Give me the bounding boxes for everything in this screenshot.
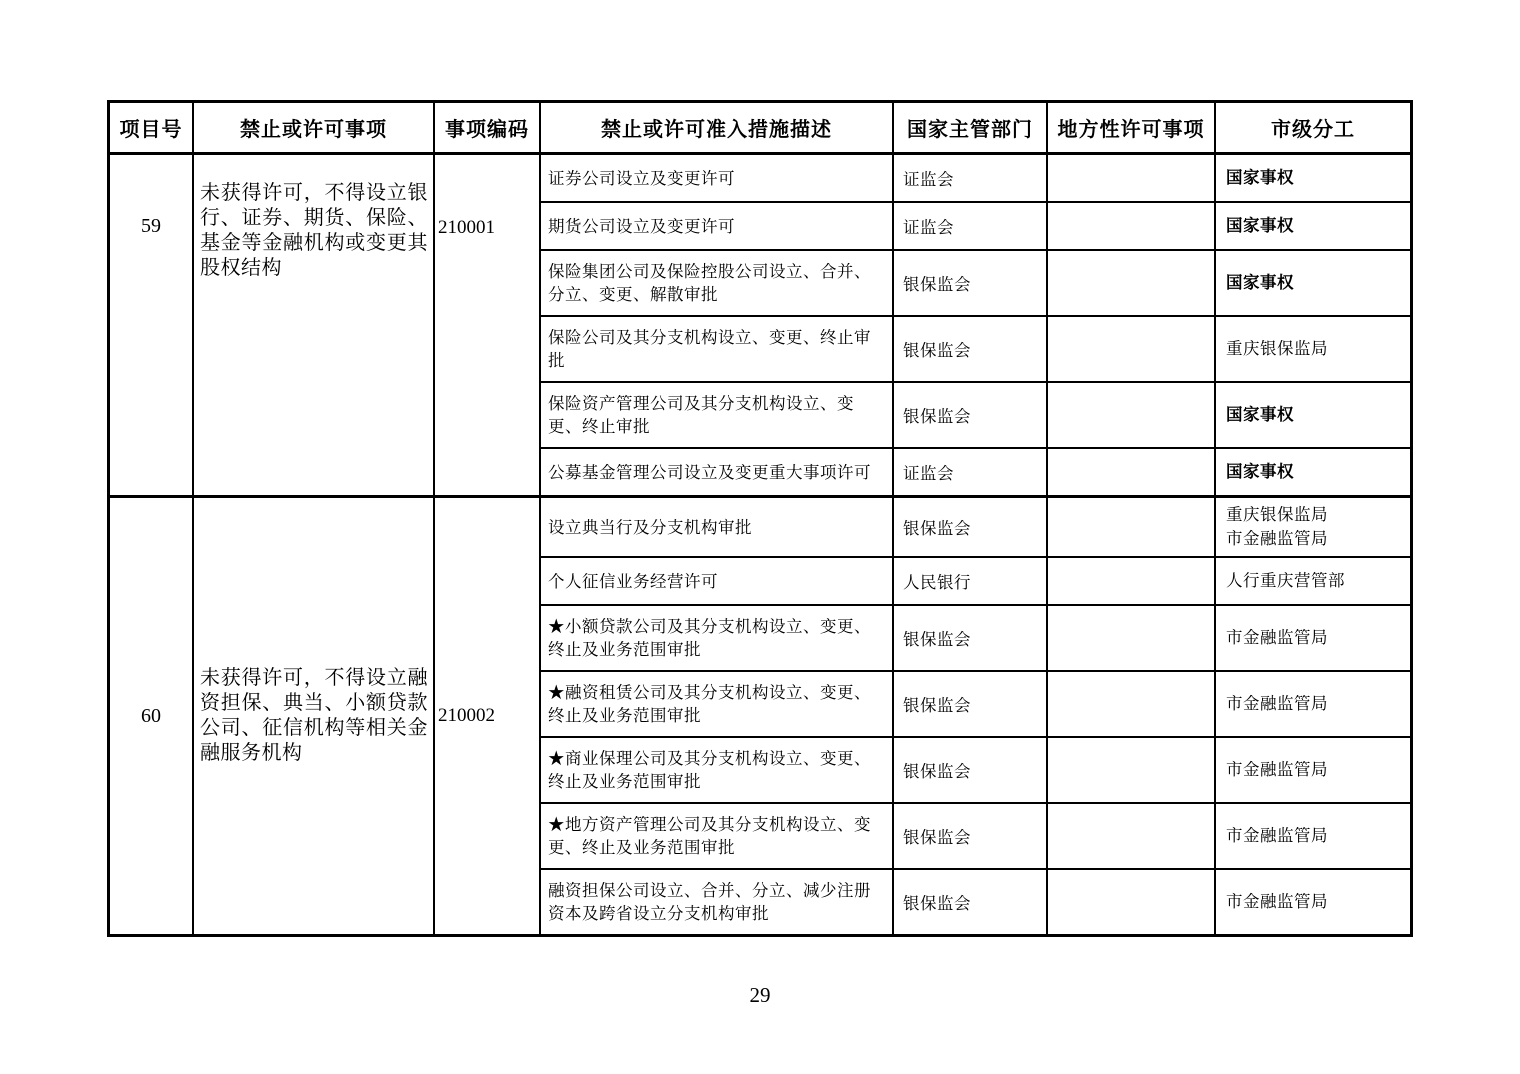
city-division-line: 市金融监管局 — [1226, 760, 1328, 779]
measure-desc-cell — [541, 203, 894, 249]
city-division-cell — [1216, 738, 1410, 802]
city-division — [1226, 214, 1294, 238]
item-matter: 未获得许可，不得设立融资担保、典当、小额贷款公司、征信机构等相关金融服务机构 — [200, 667, 428, 764]
measure-desc-cell — [541, 804, 894, 868]
item-number-cell — [110, 498, 194, 934]
measure-row — [541, 449, 1410, 495]
measure-desc: 保险公司及其分支机构设立、变更、终止审批 — [548, 328, 871, 370]
local-permission-cell — [1048, 558, 1216, 604]
measure-desc: 个人征信业务经营许可 — [548, 571, 718, 591]
city-division-line: 国家事权 — [1226, 168, 1294, 187]
national-dept: 银保监会 — [903, 696, 971, 715]
national-dept: 银保监会 — [903, 407, 971, 426]
measure-desc: ★地方资产管理公司及其分支机构设立、变更、终止及业务范围审批 — [548, 815, 871, 857]
header-city: 市级分工 — [1271, 119, 1355, 141]
national-dept-cell — [894, 449, 1048, 495]
measure-desc: ★融资租赁公司及其分支机构设立、变更、终止及业务范围审批 — [548, 683, 871, 725]
city-division — [1226, 569, 1345, 593]
national-dept: 银保监会 — [903, 275, 971, 294]
city-division-cell — [1216, 498, 1410, 556]
header-desc: 禁止或许可准入措施描述 — [541, 103, 894, 152]
national-dept: 人民银行 — [903, 573, 971, 592]
city-division-cell — [1216, 383, 1410, 447]
national-dept-cell — [894, 672, 1048, 736]
measure-desc-cell — [541, 383, 894, 447]
item-number-cell — [110, 155, 194, 495]
city-division — [1226, 166, 1294, 190]
national-dept-cell — [894, 383, 1048, 447]
local-permission-cell — [1048, 804, 1216, 868]
city-division-cell — [1216, 317, 1410, 381]
measure-desc: 期货公司设立及变更许可 — [548, 216, 735, 236]
city-division-cell — [1216, 251, 1410, 315]
city-division — [1226, 758, 1328, 782]
measure-desc-cell — [541, 558, 894, 604]
measure-desc: 公募基金管理公司设立及变更重大事项许可 — [548, 462, 871, 482]
measure-desc: ★商业保理公司及其分支机构设立、变更、终止及业务范围审批 — [548, 749, 871, 791]
item-code: 210002 — [438, 705, 495, 726]
local-permission-cell — [1048, 203, 1216, 249]
measure-desc: 保险集团公司及保险控股公司设立、合并、分立、变更、解散审批 — [548, 262, 871, 304]
measure-row — [541, 738, 1410, 804]
national-dept-cell — [894, 606, 1048, 670]
measure-row — [541, 558, 1410, 606]
national-dept-cell — [894, 804, 1048, 868]
city-division-line: 市金融监管局 — [1226, 826, 1328, 845]
city-division — [1226, 824, 1328, 848]
city-division — [1226, 503, 1328, 551]
item-number: 59 — [141, 215, 161, 237]
item-number: 60 — [141, 704, 161, 727]
city-division-line: 重庆银保监局 — [1226, 339, 1328, 358]
city-division-line: 市金融监管局 — [1226, 529, 1328, 548]
header-dept: 国家主管部门 — [894, 103, 1048, 152]
measure-rows — [541, 155, 1410, 495]
national-dept-cell — [894, 155, 1048, 201]
local-permission-cell — [1048, 317, 1216, 381]
item-code-cell — [435, 155, 541, 495]
city-division-line: 市金融监管局 — [1226, 694, 1328, 713]
local-permission-cell — [1048, 738, 1216, 802]
measure-row — [541, 804, 1410, 870]
city-division-line: 市金融监管局 — [1226, 892, 1328, 911]
national-dept: 证监会 — [903, 464, 954, 483]
national-dept: 银保监会 — [903, 341, 971, 360]
city-division — [1226, 271, 1294, 295]
permission-table — [107, 100, 1413, 937]
local-permission-cell — [1048, 449, 1216, 495]
local-permission-cell — [1048, 606, 1216, 670]
national-dept-cell — [894, 251, 1048, 315]
city-division — [1226, 692, 1328, 716]
national-dept: 证监会 — [903, 218, 954, 237]
local-permission-cell — [1048, 251, 1216, 315]
measure-row — [541, 251, 1410, 317]
city-division-cell — [1216, 672, 1410, 736]
measure-desc-cell — [541, 672, 894, 736]
local-permission-cell — [1048, 672, 1216, 736]
measure-row — [541, 203, 1410, 251]
measure-row — [541, 606, 1410, 672]
national-dept: 证监会 — [903, 170, 954, 189]
city-division-cell — [1216, 606, 1410, 670]
national-dept: 银保监会 — [903, 762, 971, 781]
national-dept-cell — [894, 870, 1048, 934]
measure-desc-cell — [541, 498, 894, 556]
measure-row — [541, 317, 1410, 383]
local-permission-cell — [1048, 383, 1216, 447]
measure-desc-cell — [541, 155, 894, 201]
city-division-line: 国家事权 — [1226, 216, 1294, 235]
national-dept-cell — [894, 317, 1048, 381]
item-matter: 未获得许可，不得设立银行、证券、期货、保险、基金等金融机构或变更其股权结构 — [200, 182, 428, 279]
measure-desc-cell — [541, 317, 894, 381]
city-division-cell — [1216, 804, 1410, 868]
measure-desc: 证券公司设立及变更许可 — [548, 168, 735, 188]
measure-desc: 设立典当行及分支机构审批 — [548, 517, 752, 537]
item-matter-cell — [194, 498, 435, 934]
page-number: 29 — [749, 983, 771, 1007]
item-row-59 — [110, 155, 1410, 498]
measure-desc: 融资担保公司设立、合并、分立、减少注册资本及跨省设立分支机构审批 — [548, 881, 871, 923]
measure-desc-cell — [541, 251, 894, 315]
city-division-line: 国家事权 — [1226, 273, 1294, 292]
local-permission-cell — [1048, 870, 1216, 934]
measure-row — [541, 870, 1410, 934]
measure-rows — [541, 498, 1410, 934]
city-division-line: 市金融监管局 — [1226, 628, 1328, 647]
city-division — [1226, 403, 1294, 427]
local-permission-cell — [1048, 498, 1216, 556]
national-dept-cell — [894, 203, 1048, 249]
city-division-line: 国家事权 — [1226, 405, 1294, 424]
measure-desc: 保险资产管理公司及其分支机构设立、变更、终止审批 — [548, 394, 854, 436]
city-division-cell — [1216, 449, 1410, 495]
national-dept-cell — [894, 558, 1048, 604]
city-division-cell — [1216, 203, 1410, 249]
national-dept: 银保监会 — [903, 519, 971, 538]
national-dept: 银保监会 — [903, 630, 971, 649]
measure-row — [541, 383, 1410, 449]
item-code: 210001 — [438, 217, 495, 238]
national-dept: 银保监会 — [903, 894, 971, 913]
header-id: 项目号 — [110, 103, 194, 152]
city-division — [1226, 460, 1294, 484]
measure-row — [541, 155, 1410, 203]
header-matter: 禁止或许可事项 — [194, 103, 435, 152]
city-division — [1226, 626, 1328, 650]
city-division — [1226, 337, 1328, 361]
national-dept-cell — [894, 498, 1048, 556]
national-dept: 银保监会 — [903, 828, 971, 847]
measure-desc: ★小额贷款公司及其分支机构设立、变更、终止及业务范围审批 — [548, 617, 871, 659]
measure-row — [541, 498, 1410, 558]
local-permission-cell — [1048, 155, 1216, 201]
city-division-cell — [1216, 870, 1410, 934]
table-header-row — [110, 103, 1410, 155]
item-code-cell — [435, 498, 541, 934]
item-matter-cell — [194, 155, 435, 495]
item-row-60 — [110, 498, 1410, 934]
city-division-line: 人行重庆营管部 — [1226, 571, 1345, 590]
city-division — [1226, 890, 1328, 914]
city-division-cell — [1216, 558, 1410, 604]
measure-desc-cell — [541, 738, 894, 802]
measure-desc-cell — [541, 606, 894, 670]
city-division-line: 重庆银保监局 — [1226, 505, 1328, 524]
header-local: 地方性许可事项 — [1048, 103, 1216, 152]
city-division-line: 国家事权 — [1226, 462, 1294, 481]
national-dept-cell — [894, 738, 1048, 802]
measure-desc-cell — [541, 449, 894, 495]
measure-desc-cell — [541, 870, 894, 934]
measure-row — [541, 672, 1410, 738]
header-code: 事项编码 — [435, 103, 541, 152]
city-division-cell — [1216, 155, 1410, 201]
